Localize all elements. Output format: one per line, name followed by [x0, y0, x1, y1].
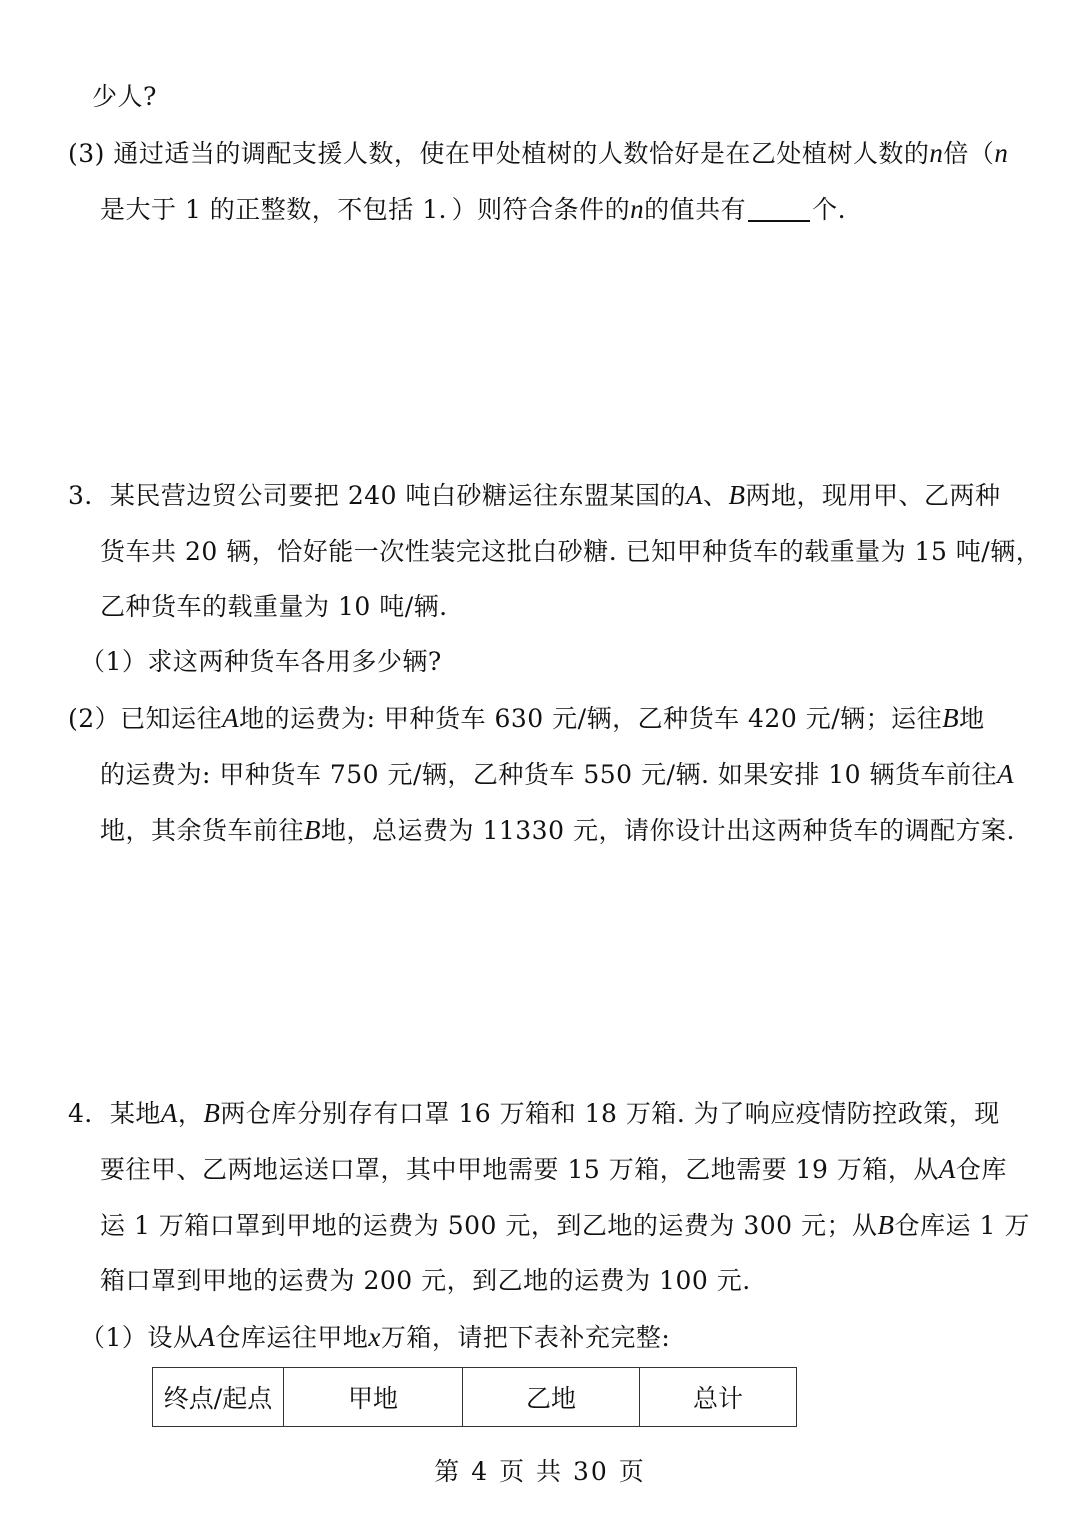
var-A: A [160, 1098, 178, 1128]
p3-q2-line3-text: 地，其余货车前往 [100, 816, 305, 845]
q3-line2-text: 是大于 1 的正整数，不包括 1．）则符合条件的 [100, 195, 631, 224]
p3-text-post: 两地，现用甲、乙两种 [745, 481, 1001, 510]
p4-text: 4．某地 [68, 1099, 161, 1128]
problem4-line2 [100, 1152, 1007, 1187]
tail-text: 少人? [92, 82, 157, 111]
p4-q1-text: （1）设从 [80, 1323, 199, 1352]
p3-q2-text: (2）已知运往 [68, 704, 223, 733]
page-number: 第 4 页 共 30 页 [434, 1457, 646, 1486]
p4-text-post: 两仓库分别存有口罩 16 万箱和 18 万箱. 为了响应疫情防控政策，现 [220, 1099, 1000, 1128]
table-header-cell: 乙地 [463, 1368, 640, 1427]
var-A: A [938, 1154, 956, 1184]
var-A: A [997, 759, 1015, 789]
var-B: B [728, 480, 746, 510]
p3-line3-text: 乙种货车的载重量为 10 吨/辆. [100, 592, 448, 621]
p3-q2-post: 地 [959, 704, 985, 733]
problem4-line3 [100, 1208, 1030, 1243]
p3-line2-text: 货车共 20 辆，恰好能一次性装完这批白砂糖. 已知甲种货车的载重量为 15 吨/辆， [100, 537, 1042, 566]
shipping-table [152, 1367, 797, 1427]
p3-q2-line3-post: 地，总运费为 11330 元，请你设计出这两种货车的调配方案. [321, 816, 1015, 845]
p4-q1-mid: 仓库运往甲地 [215, 1323, 369, 1352]
problem4-q1 [80, 1320, 670, 1355]
table-header-cell: 甲地 [284, 1368, 463, 1427]
p4-line2-text: 要往甲、乙两地运送口罩，其中甲地需要 15 万箱，乙地需要 19 万箱，从 [100, 1155, 939, 1184]
table-header-cell: 终点/起点 [153, 1368, 284, 1427]
var-n: n [929, 138, 944, 168]
var-x: x [368, 1322, 381, 1352]
problem4-line4 [100, 1264, 751, 1298]
p4-line3-text: 运 1 万箱口罩到甲地的运费为 500 元，到乙地的运费为 300 元；从 [100, 1211, 878, 1240]
p3-q1-text: （1）求这两种货车各用多少辆? [80, 647, 442, 676]
p4-comma: ， [177, 1099, 204, 1128]
q3-line2-post: 的值共有 [644, 195, 747, 224]
var-B: B [304, 815, 322, 845]
table-header-row [153, 1368, 797, 1427]
table-header-cell: 总计 [640, 1368, 797, 1427]
p3-q2-mid: 地的运费为: 甲种货车 630 元/辆，乙种货车 420 元/辆；运往 [239, 704, 943, 733]
q3-text: 通过适当的调配支援人数，使在甲处植树的人数恰好是在乙处植树人数的 [113, 139, 930, 168]
var-A: A [198, 1322, 216, 1352]
p4-line3-post: 仓库运 1 万 [894, 1211, 1030, 1240]
var-n-2: n [994, 138, 1009, 168]
var-A: A [222, 703, 240, 733]
p3-q2-line2-text: 的运费为: 甲种货车 750 元/辆，乙种货车 550 元/辆. 如果安排 10 辆货车前往 [100, 760, 998, 789]
q3-line2-end: 个. [812, 195, 847, 224]
p4-line4-text: 箱口罩到甲地的运费为 200 元，到乙地的运费为 100 元. [100, 1266, 751, 1295]
q3-label: (3) [68, 139, 105, 168]
p3-sep: 、 [703, 481, 729, 510]
problem4-line1 [68, 1096, 1000, 1131]
p4-line2-post: 仓库 [955, 1155, 1007, 1184]
var-B: B [877, 1210, 895, 1240]
var-A: A [686, 480, 704, 510]
p4-q1-post: 万箱，请把下表补充完整: [380, 1323, 671, 1352]
p3-text: 3．某民营边贸公司要把 240 吨白砂糖运往东盟某国的 [68, 481, 687, 510]
var-B: B [942, 703, 960, 733]
q3-text-post: 倍（ [943, 139, 995, 168]
var-n-3: n [630, 194, 645, 224]
page-footer [0, 1452, 1080, 1488]
var-B: B [203, 1098, 221, 1128]
